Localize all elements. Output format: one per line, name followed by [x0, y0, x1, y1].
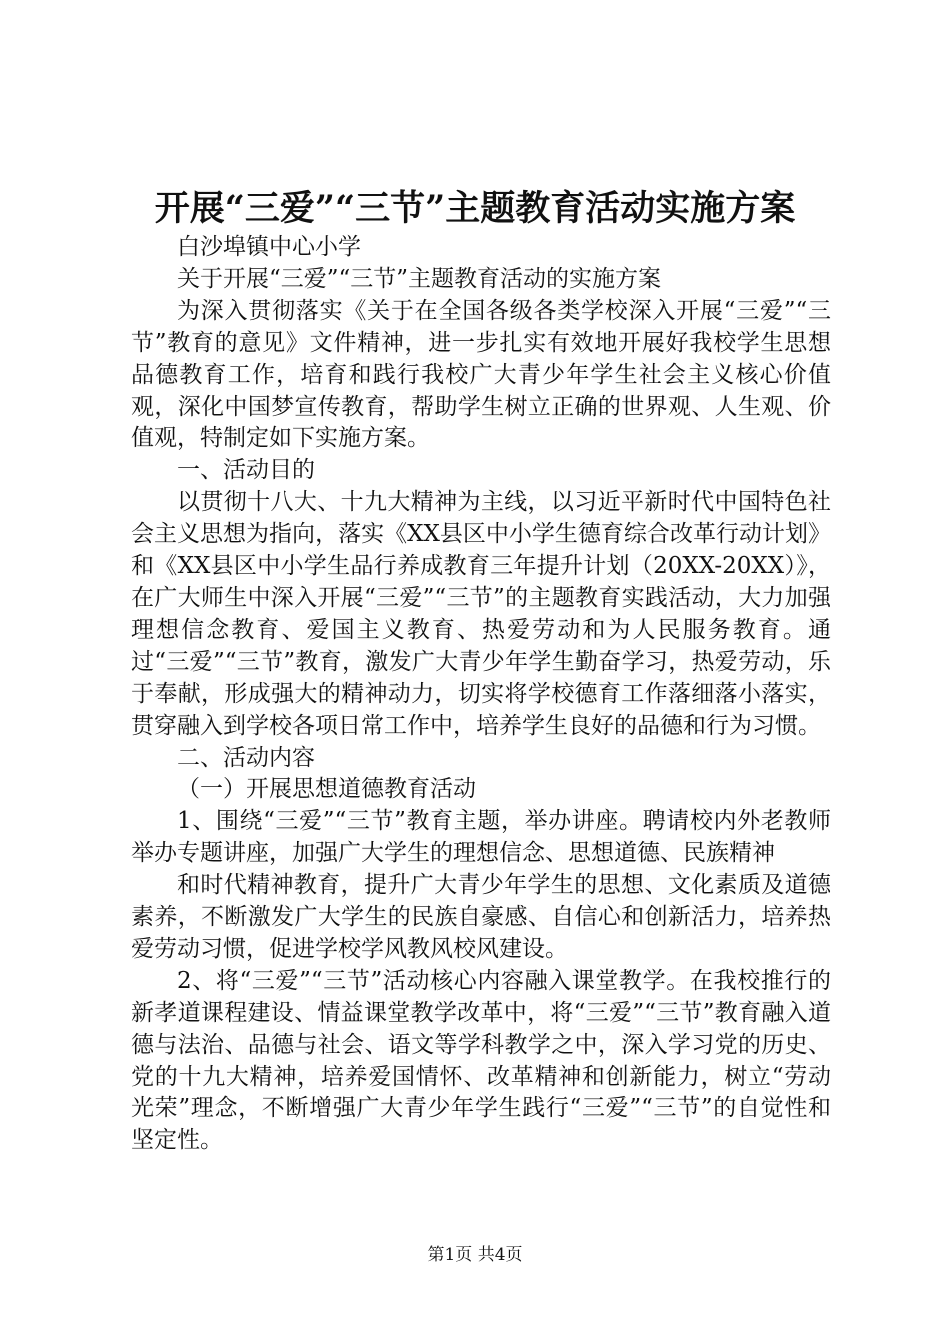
school-name: 白沙埠镇中心小学	[177, 234, 361, 260]
item-1-continued-paragraph: 和时代精神教育，提升广大青少年学生的思想、文化素质及道德素养，不断激发广大学生的民族自豪感、自信心和创新活力，培养热爱劳动习惯，促进学校学风教风校风建设。	[131, 872, 831, 962]
document-title: 开展“三爱”“三节”主题教育活动实施方案	[154, 188, 796, 229]
page-number: 第1页 共4页	[427, 1245, 523, 1265]
subsection-heading-moral-education: （一）开展思想道德教育活动	[177, 776, 476, 803]
purpose-paragraph: 以贯彻十八大、十九大精神为主线，以习近平新时代中国特色社会主义思想为指向，落实《XX县区中小学生德育综合改革行动计划》和《XX县区中小学生品行养成教育三年提升计划（20XX-20XX）》，在广大师生中深入开展“三爱”“三节”的主题教育实践活动，大力加强理想信念教育、爱国主义教育、热爱劳动和为人民服务教育。通过“三爱”“三节”教育，激发广大青少年学生勤奋学习，热爱劳动，乐于奉献，形成强大的精神动力，切实将学校德育工作落细落小落实，贯穿融入到学校各项日常工作中，培养学生良好的品德和行为习惯。	[131, 489, 831, 739]
document-body	[131, 232, 831, 1157]
section-heading-content: 二、活动内容	[177, 744, 315, 771]
plan-subtitle: 关于开展“三爱”“三节”主题教育活动的实施方案	[177, 265, 662, 292]
intro-paragraph: 为深入贯彻落实《关于在全国各级各类学校深入开展“三爱”“三节”教育的意见》文件精神，进一步扎实有效地开展好我校学生思想品德教育工作，培育和践行我校广大青少年学生社会主义核心价值观，深化中国梦宣传教育，帮助学生树立正确的世界观、人生观、价值观，特制定如下实施方案。	[131, 297, 831, 452]
item-1-paragraph: 1、围绕“三爱”“三节”教育主题，举办讲座。聘请校内外老教师举办专题讲座，加强广大学生的理想信念、思想道德、民族精神	[131, 808, 831, 867]
item-2-paragraph: 2、将“三爱”“三节”活动核心内容融入课堂教学。在我校推行的新孝道课程建设、情益课堂教学改革中，将“三爱”“三节”教育融入道德与法治、品德与社会、语文等学科教学之中，深入学习党的历史、党的十九大精神，培养爱国情怀、改革精神和创新能力，树立“劳动光荣”理念，不断增强广大青少年学生践行“三爱”“三节”的自觉性和坚定性。	[131, 967, 831, 1154]
section-heading-purpose: 一、活动目的	[177, 457, 315, 484]
